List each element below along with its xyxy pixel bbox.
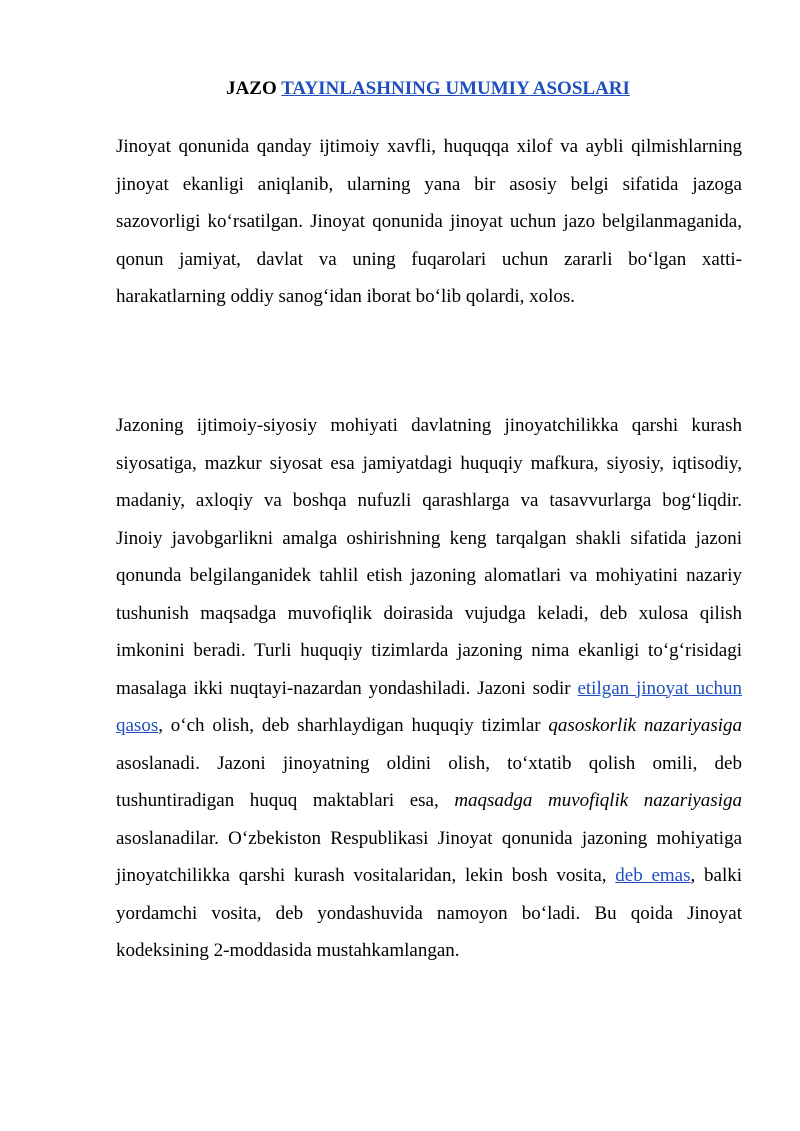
paragraph-2-part-3: asoslanadi. Jazoni jinoyatning oldini olish, to‘xtatib qolish omili, deb tushuntiradigan huquq maktablari esa, (116, 752, 742, 811)
link-deb-emas[interactable]: deb emas (615, 865, 691, 886)
paragraph-2-opening: Jazoning ijtimoiy-siyosiy mohiyati davlatning jinoyatchilikka qarshi kurash siyosatiga, mazkur siyosat esa jamiyatdagi huquqiy mafkura, siyosiy, iqtisodiy, madaniy, axloqiy va boshqa nufuzli qarashlarga va tasavvurlarga bog‘liqdir. (116, 415, 742, 511)
link-jinoyat-qasos[interactable]: etilgan jinoyat uchun qasos (116, 677, 743, 736)
paragraph-2-part-2: , o‘ch olish, deb sharhlaydigan huquqiy tizimlar (158, 715, 549, 736)
title-prefix: JAZO (226, 78, 277, 99)
italic-qasoskorlik: qasoskorlik nazariyasiga (548, 715, 742, 736)
paragraph-2 (116, 407, 742, 970)
title-link[interactable]: TAYINLASHNING UMUMIY ASOSLARI (281, 78, 630, 99)
paragraph-2-part-5: , balki yordamchi vosita, deb yondashuvida namoyon bo‘ladi. Bu qoida Jinoyat kodeksining 2-moddasida mustahkamlangan. (116, 865, 742, 961)
page-title (0, 76, 800, 102)
italic-maqsadga: maqsadga muvofiqlik nazariyasiga (454, 790, 742, 811)
paragraph-2-part-4: asoslanadilar. O‘zbekiston Respublikasi Jinoyat qonunida jazoning mohiyatiga jinoyatchilikka qarshi kurash vositalaridan, lekin bosh vosita, (116, 827, 742, 886)
paragraph-2-part-1: Jinoiy javobgarlikni amalga oshirishning keng tarqalgan shakli sifatida jazoni qonunda belgilanganidek tahlil etish jazoning alomatlari va mohiyatini nazariy tushunish maqsadga muvofiqlik doirasida vujudga keladi, deb xulosa qilish imkonini beradi. Turli huquqiy tizimlarda jazoning nima ekanligi to‘g‘risidagi masalaga ikki nuqtayi-nazardan yondashiladi. Jazoni sodir (116, 527, 742, 699)
paragraph-1: Jinoyat qonunida qanday ijtimoiy xavfli, huquqqa xilof va aybli qilmishlarning jinoyat ekanligi aniqlanib, ularning yana bir asosiy belgi sifatida jazoga sazovorligi ko‘rsatilgan. Jinoyat qonunida jinoyat uchun jazo belgilanmaganida, qonun jamiyat, davlat va uning fuqarolari uchun zararli bo‘lgan xatti-harakatlarning oddiy sanog‘idan iborat bo‘lib qolardi, xolos. (116, 136, 742, 307)
